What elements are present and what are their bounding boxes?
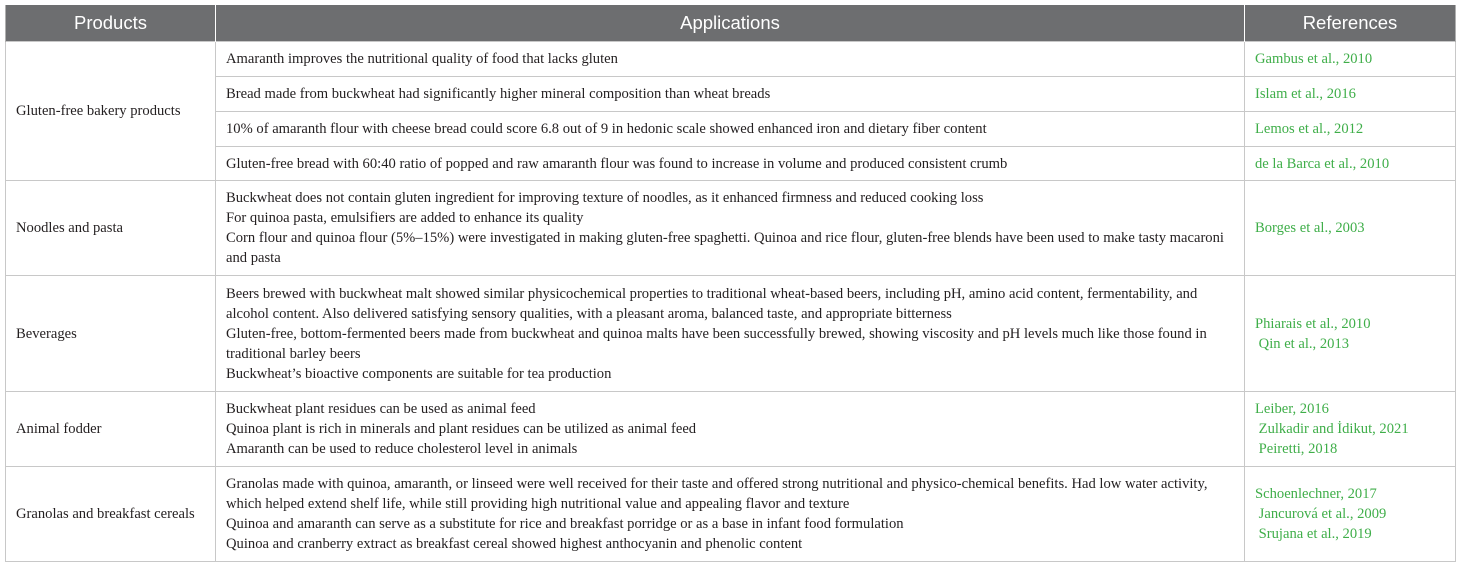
header-references: References <box>1245 5 1456 42</box>
table-row <box>6 181 1456 276</box>
reference-link[interactable]: Peiretti, 2018 <box>1255 440 1338 457</box>
application-line: Quinoa and amaranth can serve as a substitute for rice and breakfast porridge or as a base in infant food formulation <box>226 515 904 532</box>
application-line: 10% of amaranth flour with cheese bread could score 6.8 out of 9 in hedonic scale showed enhanced iron and dietary fiber content <box>226 121 987 138</box>
references-cell <box>1245 391 1456 466</box>
application-line: Buckwheat’s bioactive components are suitable for tea production <box>226 365 612 382</box>
references-cell <box>1245 42 1456 77</box>
application-line: Amaranth improves the nutritional quality of food that lacks gluten <box>226 51 618 68</box>
reference-link[interactable]: Schoenlechner, 2017 <box>1255 485 1377 502</box>
product-cell: Gluten-free bakery products <box>6 42 216 181</box>
reference-link[interactable]: Borges et al., 2003 <box>1255 220 1365 237</box>
applications-cell <box>216 466 1245 561</box>
application-line: Gluten-free bread with 60:40 ratio of popped and raw amaranth flour was found to increase in volume and produced consistent crumb <box>226 155 1008 172</box>
table-row <box>6 147 1456 181</box>
reference-link[interactable]: Srujana et al., 2019 <box>1255 525 1372 542</box>
application-line: Amaranth can be used to reduce cholesterol level in animals <box>226 440 578 457</box>
application-line: For quinoa pasta, emulsifiers are added to enhance its quality <box>226 210 584 227</box>
applications-table <box>5 5 1456 562</box>
application-line: Bread made from buckwheat had significantly higher mineral composition than wheat breads <box>226 86 771 103</box>
product-cell: Animal fodder <box>6 391 216 466</box>
product-cell: Beverages <box>6 276 216 391</box>
references-cell <box>1245 112 1456 147</box>
references-cell <box>1245 147 1456 181</box>
application-line: Granolas made with quinoa, amaranth, or linseed were well received for their taste and offered strong nutritional and physico-chemical benefits. Had low water activity, which helped extend shelf life, while still providing high nutritional value and appealing flavor and texture <box>226 475 1212 512</box>
references-cell <box>1245 466 1456 561</box>
application-line: Corn flour and quinoa flour (5%–15%) were investigated in making gluten-free spaghetti. Quinoa and rice flour, gluten-free blends have been used to make tasty macaroni and pasta <box>226 230 1228 267</box>
references-cell <box>1245 181 1456 276</box>
application-line: Buckwheat does not contain gluten ingredient for improving texture of noodles, as it enhanced firmness and reduced cooking loss <box>226 190 984 207</box>
reference-link[interactable]: Qin et al., 2013 <box>1255 335 1350 352</box>
applications-cell <box>216 391 1245 466</box>
product-cell: Granolas and breakfast cereals <box>6 466 216 561</box>
references-cell <box>1245 276 1456 391</box>
applications-cell <box>216 112 1245 147</box>
table-row <box>6 466 1456 561</box>
table-body <box>6 42 1456 562</box>
reference-link[interactable]: Phiarais et al., 2010 <box>1255 315 1371 332</box>
applications-cell <box>216 181 1245 276</box>
header-row <box>6 5 1456 42</box>
table-row <box>6 42 1456 77</box>
application-line: Beers brewed with buckwheat malt showed similar physicochemical properties to traditional wheat-based beers, including pH, amino acid content, fermentability, and alcohol content. Also delivered satisfying sensory qualities, with a pleasant aroma, balanced taste, and appropriate bitterness <box>226 285 1201 322</box>
application-line: Gluten-free, bottom-fermented beers made from buckwheat and quinoa malts have been successfully brewed, showing viscosity and pH levels much like those found in traditional barley beers <box>226 325 1211 362</box>
references-cell <box>1245 77 1456 112</box>
application-line: Buckwheat plant residues can be used as animal feed <box>226 400 536 417</box>
reference-link[interactable]: Jancurová et al., 2009 <box>1255 505 1387 522</box>
table-row <box>6 77 1456 112</box>
reference-link[interactable]: de la Barca et al., 2010 <box>1255 155 1390 172</box>
applications-cell <box>216 276 1245 391</box>
reference-link[interactable]: Gambus et al., 2010 <box>1255 51 1373 68</box>
table-row <box>6 276 1456 391</box>
reference-link[interactable]: Lemos et al., 2012 <box>1255 121 1364 138</box>
header-products: Products <box>6 5 216 42</box>
applications-cell <box>216 147 1245 181</box>
reference-link[interactable]: Leiber, 2016 <box>1255 400 1329 417</box>
application-line: Quinoa and cranberry extract as breakfast cereal showed highest anthocyanin and phenolic content <box>226 535 803 552</box>
applications-cell <box>216 77 1245 112</box>
reference-link[interactable]: Zulkadir and İdikut, 2021 <box>1255 420 1409 437</box>
product-cell: Noodles and pasta <box>6 181 216 276</box>
applications-cell <box>216 42 1245 77</box>
table-row <box>6 112 1456 147</box>
table-row <box>6 391 1456 466</box>
header-applications: Applications <box>216 5 1245 42</box>
application-line: Quinoa plant is rich in minerals and plant residues can be utilized as animal feed <box>226 420 697 437</box>
reference-link[interactable]: Islam et al., 2016 <box>1255 86 1356 103</box>
